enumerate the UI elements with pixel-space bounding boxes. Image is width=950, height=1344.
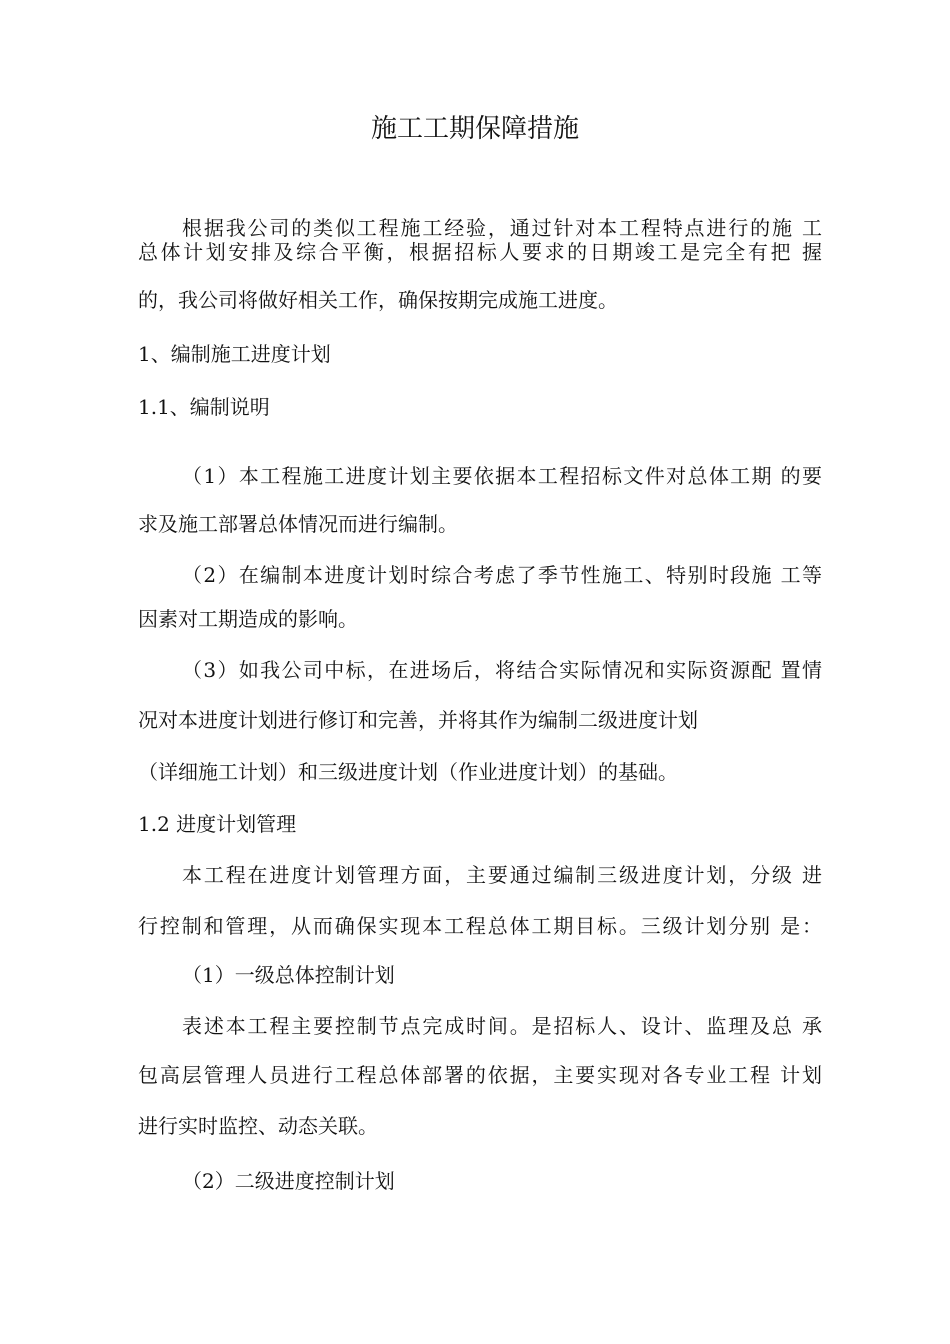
- level-1-line-3: 进行实时监控、动态关联。: [138, 1114, 378, 1138]
- heading-1: 1、编制施工进度计划: [138, 342, 331, 366]
- heading-1-1: 1.1、编制说明: [138, 395, 270, 419]
- item-2-line-2: 因素对工期造成的影响。: [138, 607, 358, 631]
- intro-line-3: 的，我公司将做好相关工作，确保按期完成施工进度。: [138, 288, 618, 312]
- heading-1-2: 1.2 进度计划管理: [138, 812, 297, 836]
- item-3-line-2: 况对本进度计划进行修订和完善，并将其作为编制二级进度计划: [138, 708, 698, 732]
- item-1-line-1: （1）本工程施工进度计划主要依据本工程招标文件对总体工期 的要: [182, 464, 822, 488]
- item-1-line-2: 求及施工部署总体情况而进行编制。: [138, 512, 458, 536]
- item-3-line-1: （3）如我公司中标，在进场后，将结合实际情况和实际资源配 置情: [182, 658, 822, 682]
- level-1-line-2: 包高层管理人员进行工程总体部署的依据，主要实现对各专业工程 计划: [138, 1063, 822, 1087]
- intro-line-1: 根据我公司的类似工程施工经验，通过针对本工程特点进行的施 工: [182, 216, 822, 240]
- document-title: 施工工期保障措施: [370, 114, 579, 144]
- level-1-title: （1）一级总体控制计划: [182, 963, 395, 987]
- level-1-line-1: 表述本工程主要控制节点完成时间。是招标人、设计、监理及总 承: [182, 1014, 822, 1038]
- mgmt-line-2: 行控制和管理，从而确保实现本工程总体工期目标。三级计划分别 是：: [138, 914, 822, 938]
- item-3-line-3: （详细施工计划）和三级进度计划（作业进度计划）的基础。: [138, 760, 678, 784]
- intro-line-2: 总体计划安排及综合平衡，根据招标人要求的日期竣工是完全有把 握: [138, 240, 822, 264]
- level-2-title: （2）二级进度控制计划: [182, 1169, 395, 1193]
- mgmt-line-1: 本工程在进度计划管理方面，主要通过编制三级进度计划，分级 进: [182, 863, 822, 887]
- item-2-line-1: （2）在编制本进度计划时综合考虑了季节性施工、特别时段施 工等: [182, 563, 822, 587]
